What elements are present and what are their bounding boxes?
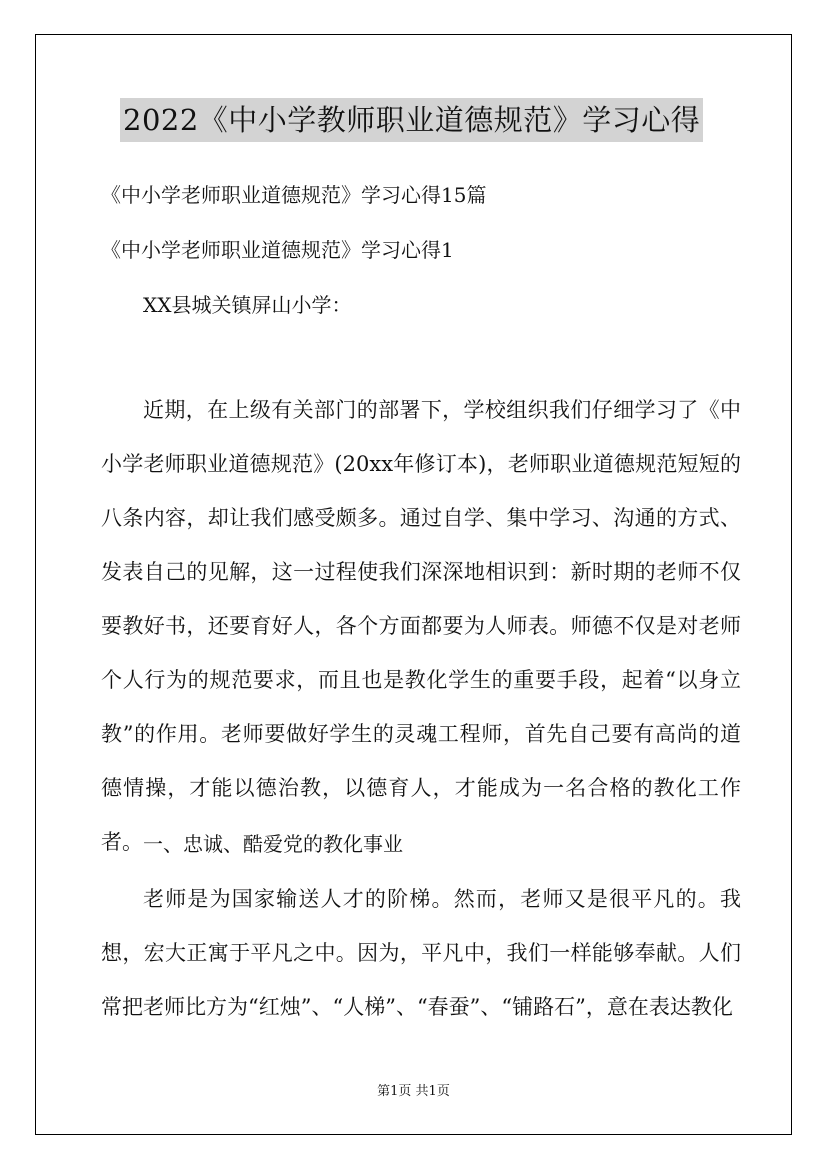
section-heading-1: 一、忠诚、酷爱党的教化事业 [143, 832, 403, 856]
section-title: 《中小学老师职业道德规范》学习心得1 [101, 238, 454, 262]
body-paragraph-2: 老师是为国家输送人才的阶梯。然而，老师又是很平凡的。我想，宏大正寓于平凡之中。因为，平凡中，我们一样能够奉献。人们常把老师比方为“红烛”、“人梯”、“春蚕”、“铺路石”，意在表达教化 [101, 887, 741, 1019]
addressee: XX县城关镇屏山小学： [143, 293, 352, 317]
document-subtitle: 《中小学老师职业道德规范》学习心得15篇 [101, 183, 487, 207]
page-footer: 第1页 共1页 [377, 1084, 450, 1099]
body-paragraph-1: 近期，在上级有关部门的部署下，学校组织我们仔细学习了《中小学老师职业道德规范》(20xx年修订本)，老师职业道德规范短短的八条内容，却让我们感受颇多。通过自学、集中学习、沟通的方式、发表自己的见解，这一过程使我们深深地相识到：新时期的老师不仅要教好书，还要育好人，各个方面都要为人师表。师德不仅是对老师个人行为的规范要求，而且也是教化学生的重要手段，起着“以身立教”的作用。老师要做好学生的灵魂工程师，首先自己要有高尚的道德情操，才能以德治教，以德育人，才能成为一名合格的教化工作者。 [101, 398, 741, 854]
document-title: 2022《中小学教师职业道德规范》学习心得 [120, 98, 703, 142]
